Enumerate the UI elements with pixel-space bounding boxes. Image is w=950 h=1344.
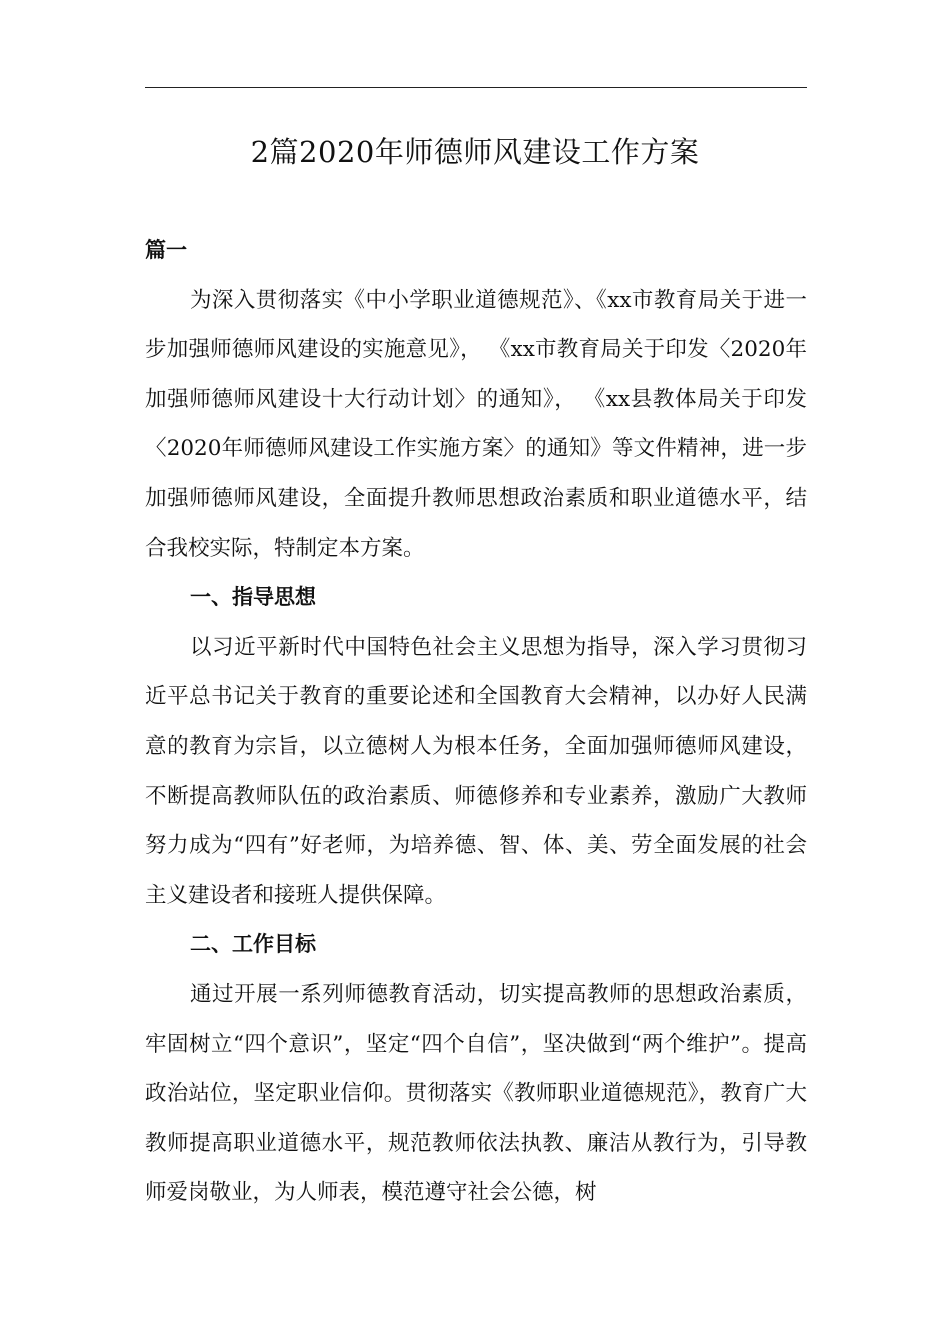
document-title: 2篇2020年师德师风建设工作方案 [250, 135, 700, 169]
header-rule [145, 87, 807, 88]
heading-guiding-ideology: 一、指导思想 [190, 585, 316, 610]
paragraph-guiding-ideology: 以习近平新时代中国特色社会主义思想为指导，深入学习贯彻习近平总书记关于教育的重要论述和全国教育大会精神，以办好人民满意的教育为宗旨，以立德树人为根本任务，全面加强师德师风建设，不断提高教师队伍的政治素质、师德修养和专业素养，激励广大教师努力成为“四有”好老师，为培养德、智、体、美、劳全面发展的社会主义建设者和接班人提供保障。 [145, 634, 807, 908]
intro-paragraph: 为深入贯彻落实《中小学职业道德规范》、《xx市教育局关于进一步加强师德师风建设的实施意见》， 《xx市教育局关于印发〈2020年加强师德师风建设十大行动计划〉的通知》， 《xx县教体局关于印发〈2020年师德师风建设工作实施方案〉的通知》等文件精神，进一步加强师德师风建设，全面提升教师思想政治素质和职业道德水平，结合我校实际，特制定本方案。 [145, 287, 807, 561]
paragraph-work-goals: 通过开展一系列师德教育活动，切实提高教师的思想政治素质，牢固树立“四个意识”，坚定“四个自信”，坚决做到“两个维护”。提高政治站位，坚定职业信仰。贯彻落实《教师职业道德规范》，教育广大教师提高职业道德水平，规范教师依法执教、廉洁从教行为，引导教师爱岗敬业，为人师表，模范遵守社会公德，树 [145, 981, 807, 1206]
section-label: 篇一 [145, 238, 187, 262]
document-body [145, 226, 807, 1218]
heading-work-goals: 二、工作目标 [190, 932, 316, 957]
